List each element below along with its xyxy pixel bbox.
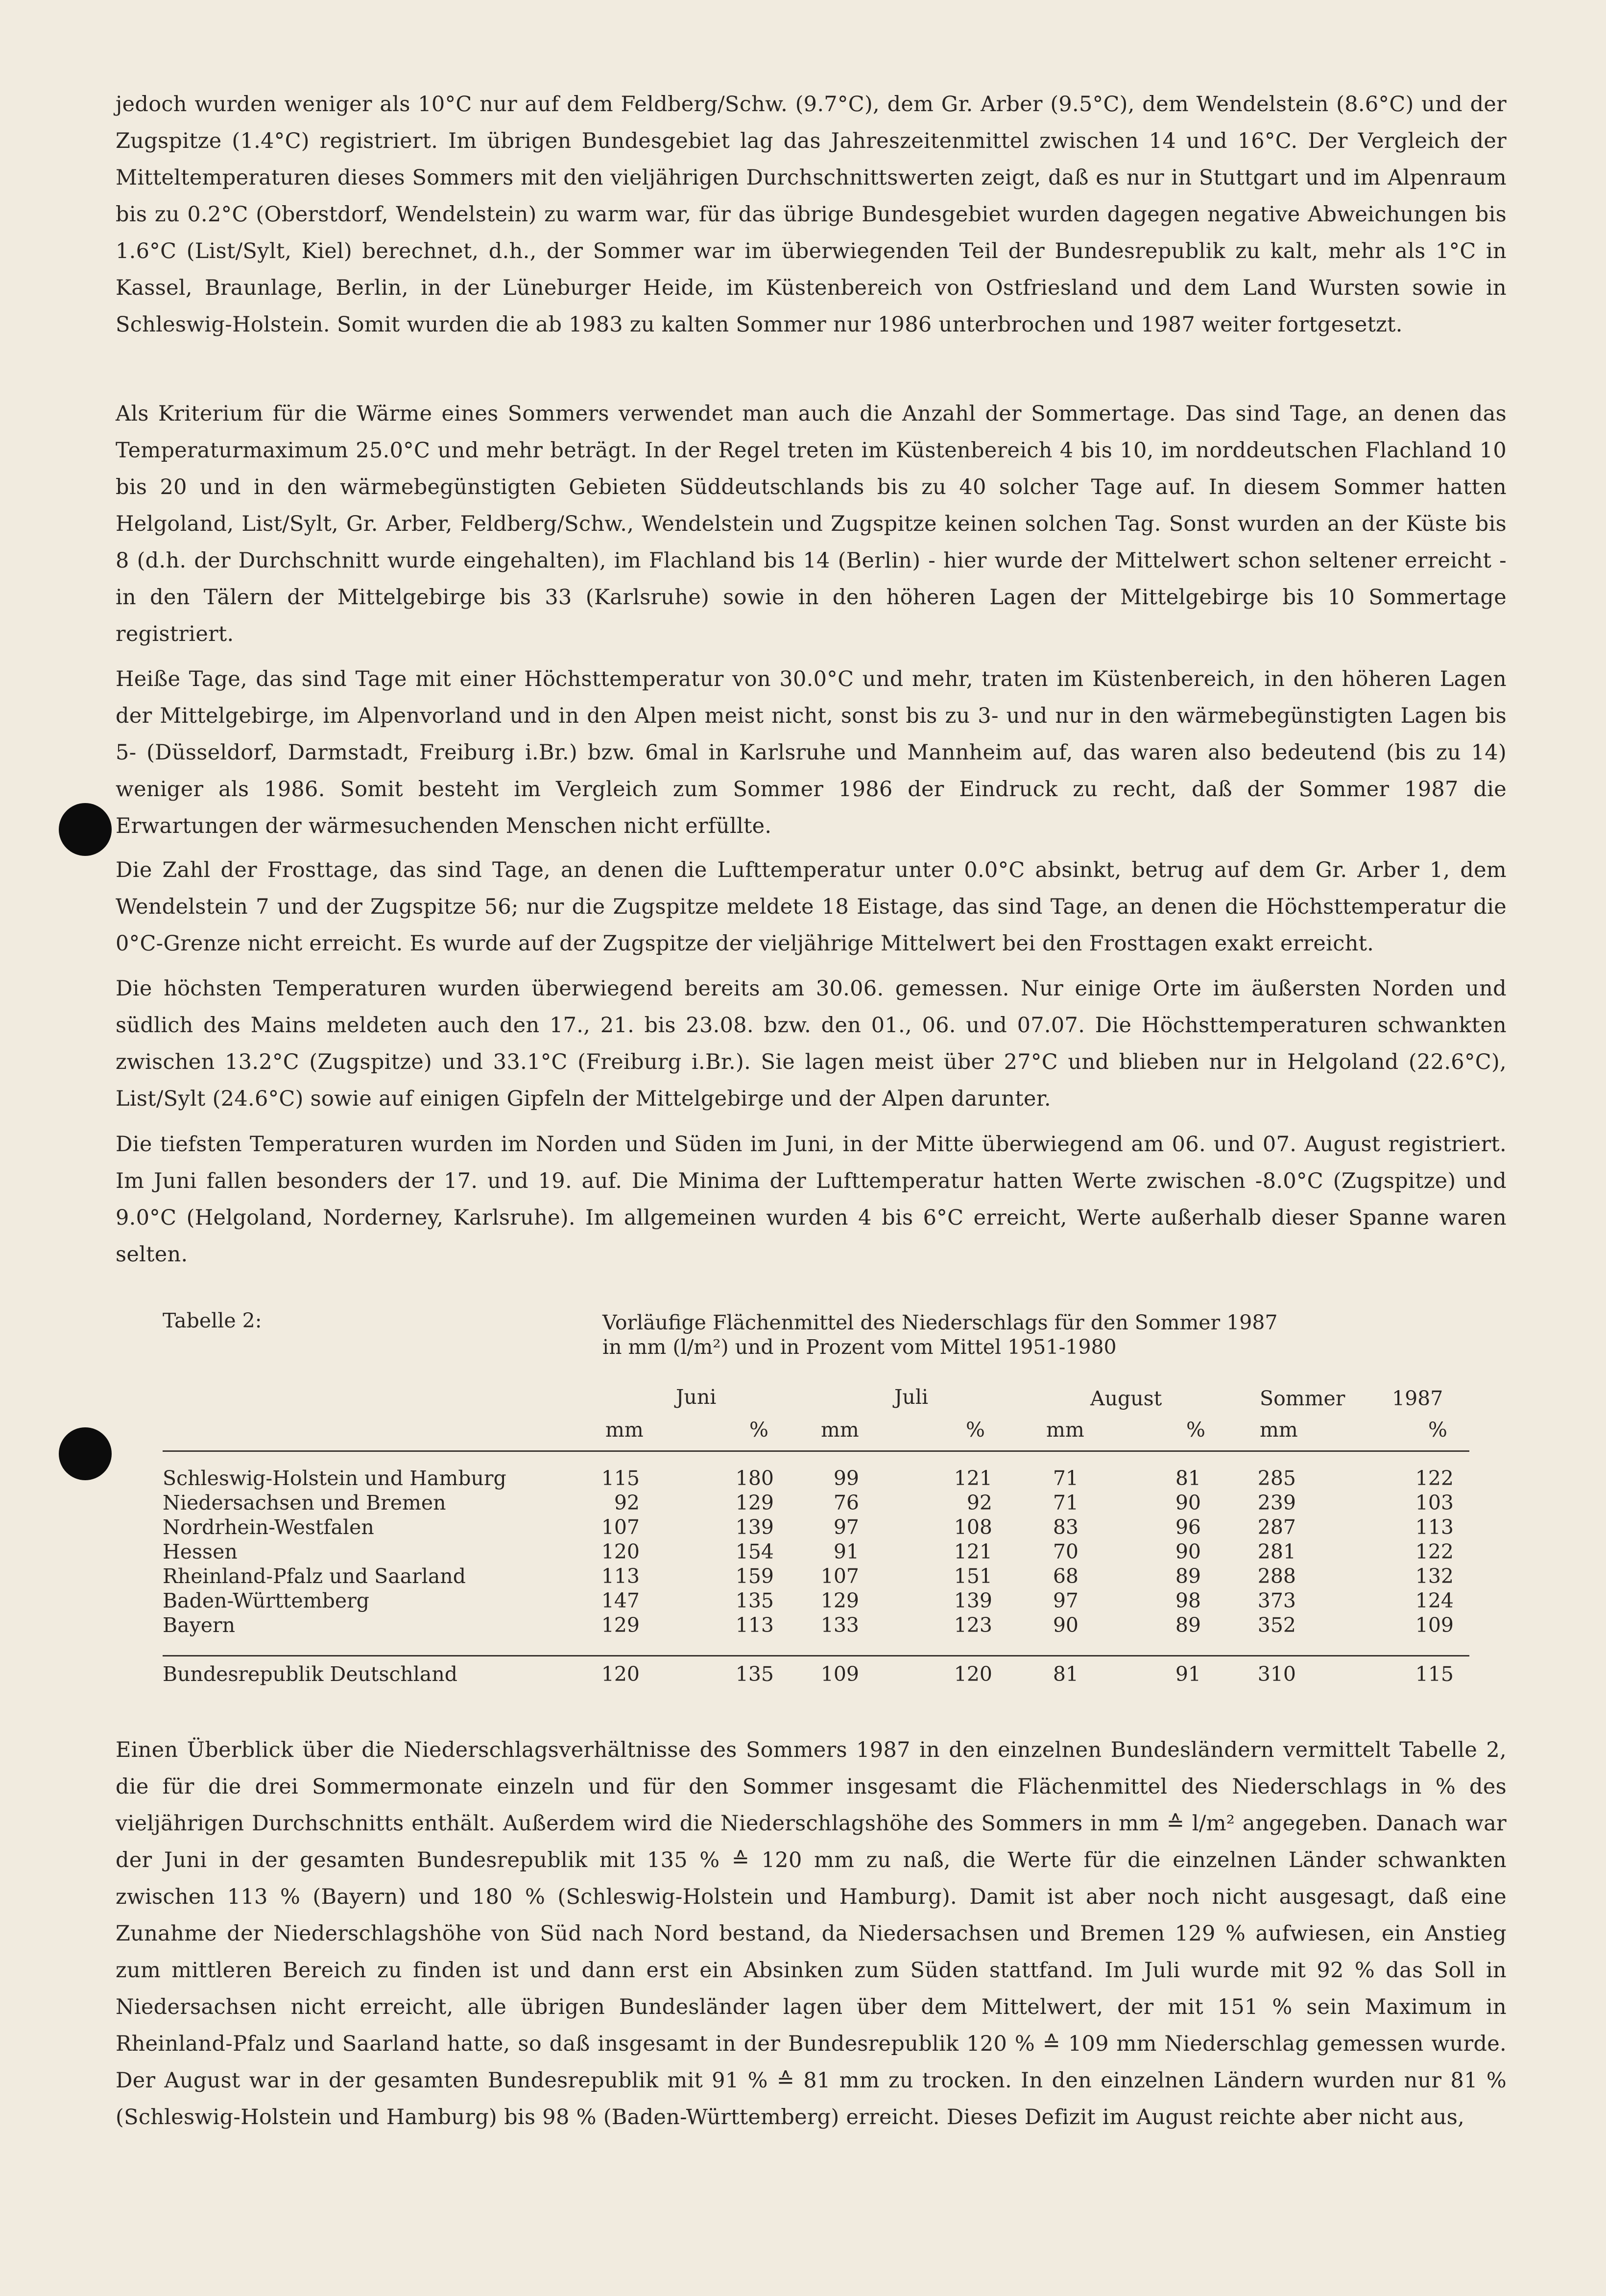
table-cell: 91 xyxy=(833,1540,859,1563)
paragraph-precipitation-overview: Einen Überblick über die Niederschlagsverhältnisse des Sommers 1987 in den einzelnen Bundesländern vermittelt Tabelle 2, die für die drei Sommermonate einzeln und für den Sommer insgesamt die Flächenmittel des Niederschlags in % des vieljährigen Durchschnitts enthält. Außerdem wird die Niederschlagshöhe des Sommers in mm ≙ l/m² angegeben. Danach war der Juni in der gesamten Bundesrepublik mit 135 % ≙ 120 mm zu naß, die Werte für die einzelnen Länder schwankten zwischen 113 % (Bayern) und 180 % (Schleswig-Holstein und Hamburg). Damit ist aber noch nicht ausgesagt, daß eine Zunahme der Niederschlagshöhe von Süd nach Nord bestand, da Niedersachsen und Bremen 129 % aufwiesen, ein Anstieg zum mittleren Bereich zu finden ist und dann erst ein Absinken zum Süden stattfand. Im Juli wurde mit 92 % das Soll in Niedersachsen nicht erreicht, alle übrigen Bundesländer lagen über dem Mittelwert, der mit 151 % sein Maximum in Rheinland-Pfalz und Saarland hatte, so daß insgesamt in der Bundesrepublik 120 % ≙ 109 mm Niederschlag gemessen wurde. Der August war in der gesamten Bundesrepublik mit 91 % ≙ 81 mm zu trocken. In den einzelnen Ländern wurden nur 81 % (Schleswig-Holstein und Hamburg) bis 98 % (Baden-Württemberg) erreicht. Dieses Defizit im August reichte aber nicht aus, xyxy=(116,1738,1507,2130)
table-cell: 91 xyxy=(1175,1662,1201,1686)
table-cell: 121 xyxy=(954,1540,992,1563)
unit-header: % xyxy=(1186,1418,1205,1442)
paragraph-lowest-temperatures: Die tiefsten Temperaturen wurden im Norden und Süden im Juni, in der Mitte überwiegend am 06. und 07. August registriert. Im Juni fallen besonders der 17. und 19. auf. Die Minima der Lufttemperatur hatten Werte zwischen -8.0°C (Zugspitze) und 9.0°C (Helgoland, Norderney, Karlsruhe). Im allgemeinen wurden 4 bis 6°C erreicht, Werte außerhalb dieser Spanne waren selten. xyxy=(116,1132,1507,1267)
table-cell: 373 xyxy=(1257,1589,1296,1612)
table-cell: 107 xyxy=(820,1564,859,1588)
table-cell: 154 xyxy=(735,1540,774,1563)
table-cell: 135 xyxy=(735,1662,774,1686)
table-cell: 139 xyxy=(954,1589,992,1612)
table-cell: 70 xyxy=(1053,1540,1079,1563)
table-cell: 81 xyxy=(1053,1662,1079,1686)
table-cell: 90 xyxy=(1175,1540,1201,1563)
table-cell: 71 xyxy=(1053,1467,1079,1490)
table-cell: 113 xyxy=(735,1613,774,1637)
table-cell: 122 xyxy=(1415,1540,1454,1563)
table-cell: 239 xyxy=(1257,1491,1296,1515)
table-cell: 123 xyxy=(954,1613,992,1637)
row-label: Bayern xyxy=(163,1613,236,1637)
table-cell: 115 xyxy=(601,1467,640,1490)
row-label: Nordrhein-Westfalen xyxy=(163,1515,374,1539)
table-cell: 122 xyxy=(1415,1467,1454,1490)
table-cell: 129 xyxy=(735,1491,774,1515)
unit-header: mm xyxy=(821,1418,859,1442)
row-label: Schleswig-Holstein und Hamburg xyxy=(163,1467,506,1490)
table-cell: 92 xyxy=(966,1491,992,1515)
table-cell: 310 xyxy=(1257,1662,1296,1686)
table-cell: 113 xyxy=(1415,1515,1454,1539)
table-cell: 108 xyxy=(954,1515,992,1539)
row-label: Niedersachsen und Bremen xyxy=(163,1491,446,1515)
paragraph-highest-temperatures: Die höchsten Temperaturen wurden überwiegend bereits am 30.06. gemessen. Nur einige Orte im äußersten Norden und südlich des Mains meldeten auch den 17., 21. bis 23.08. bzw. den 01., 06. und 07.07. Die Höchsttemperaturen schwankten zwischen 13.2°C (Zugspitze) und 33.1°C (Freiburg i.Br.). Sie lagen meist über 27°C und blieben nur in Helgoland (22.6°C), List/Sylt (24.6°C) sowie auf einigen Gipfeln der Mittelgebirge und der Alpen darunter. xyxy=(116,976,1507,1111)
column-header-august: August xyxy=(1090,1387,1162,1410)
table-cell: 288 xyxy=(1257,1564,1296,1588)
column-header-year: 1987 xyxy=(1392,1387,1443,1410)
table-cell: 109 xyxy=(1415,1613,1454,1637)
table-rule-top xyxy=(163,1450,1469,1452)
table-cell: 129 xyxy=(820,1589,859,1612)
unit-header: mm xyxy=(1046,1418,1084,1442)
table-cell: 129 xyxy=(601,1613,640,1637)
paragraph-temperature-means: jedoch wurden weniger als 10°C nur auf dem Feldberg/Schw. (9.7°C), dem Gr. Arber (9.5°C), dem Wendelstein (8.6°C) und der Zugspitze (1.4°C) registriert. Im übrigen Bundesgebiet lag das Jahreszeitenmittel zwischen 14 und 16°C. Der Vergleich der Mitteltemperaturen dieses Sommers mit den vieljährigen Durchschnittswerten zeigt, daß es nur in Stuttgart und im Alpenraum bis zu 0.2°C (Oberstdorf, Wendelstein) zu warm war, für das übrige Bundesgebiet wurden dagegen negative Abweichungen bis 1.6°C (List/Sylt, Kiel) berechnet, d.h., der Sommer war im überwiegenden Teil der Bundesrepublik zu kalt, mehr als 1°C in Kassel, Braunlage, Berlin, in der Lüneburger Heide, im Küstenbereich von Ostfriesland und dem Land Wursten sowie in Schleswig-Holstein. Somit wurden die ab 1983 zu kalten Sommer nur 1986 unterbrochen und 1987 weiter fortgesetzt. xyxy=(116,92,1507,337)
table-cell: 151 xyxy=(954,1564,992,1588)
column-header-juni: Juni xyxy=(676,1385,717,1409)
paragraph-hot-days: Heiße Tage, das sind Tage mit einer Höchsttemperatur von 30.0°C und mehr, traten im Küstenbereich, in den höheren Lagen der Mittelgebirge, im Alpenvorland und in den Alpen meist nicht, sonst bis zu 3- und nur in den wärmebegünstigten Lagen bis 5- (Düsseldorf, Darmstadt, Freiburg i.Br.) bzw. 6mal in Karlsruhe und Mannheim auf, das waren also bedeutend (bis zu 14) weniger als 1986. Somit besteht im Vergleich zum Sommer 1986 der Eindruck zu recht, daß der Sommer 1987 die Erwartungen der wärmesuchenden Menschen nicht erfüllte. xyxy=(116,667,1507,838)
table-cell: 139 xyxy=(735,1515,774,1539)
unit-header: mm xyxy=(605,1418,644,1442)
table-cell: 92 xyxy=(614,1491,640,1515)
table-cell: 98 xyxy=(1175,1589,1201,1612)
table-label: Tabelle 2: xyxy=(163,1309,262,1332)
unit-header: % xyxy=(966,1418,985,1442)
table-cell: 120 xyxy=(954,1662,992,1686)
table-cell: 71 xyxy=(1053,1491,1079,1515)
table-cell: 113 xyxy=(601,1564,640,1588)
column-header-sommer: Sommer xyxy=(1260,1387,1345,1410)
table-cell: 90 xyxy=(1175,1491,1201,1515)
table-cell: 115 xyxy=(1415,1662,1454,1686)
unit-header: mm xyxy=(1260,1418,1298,1442)
unit-header: % xyxy=(1428,1418,1447,1442)
table-cell: 99 xyxy=(833,1467,859,1490)
column-header-juli: Juli xyxy=(894,1385,929,1409)
table-cell: 83 xyxy=(1053,1515,1079,1539)
paragraph-frost-days: Die Zahl der Frosttage, das sind Tage, an denen die Lufttemperatur unter 0.0°C absinkt, betrug auf dem Gr. Arber 1, dem Wendelstein 7 und der Zugspitze 56; nur die Zugspitze meldete 18 Eistage, das sind Tage, an denen die Höchsttemperatur die 0°C-Grenze nicht erreicht. Es wurde auf der Zugspitze der vieljährige Mittelwert bei den Frosttagen exakt erreicht. xyxy=(116,858,1507,956)
table-cell: 132 xyxy=(1415,1564,1454,1588)
table-cell: 107 xyxy=(601,1515,640,1539)
table-cell: 96 xyxy=(1175,1515,1201,1539)
punch-hole-icon xyxy=(59,1427,112,1480)
table-cell: 120 xyxy=(601,1540,640,1563)
paragraph-summer-days: Als Kriterium für die Wärme eines Sommers verwendet man auch die Anzahl der Sommertage. Das sind Tage, an denen das Temperaturmaximum 25.0°C und mehr beträgt. In der Regel treten im Küstenbereich 4 bis 10, im norddeutschen Flachland 10 bis 20 und in den wärmebegünstigten Gebieten Süddeutschlands bis zu 40 solcher Tage auf. In diesem Sommer hatten Helgoland, List/Sylt, Gr. Arber, Feldberg/Schw., Wendelstein und Zugspitze keinen solchen Tag. Sonst wurden an der Küste bis 8 (d.h. der Durchschnitt wurde eingehalten), im Flachland bis 14 (Berlin) - hier wurde der Mittelwert schon seltener erreicht - in den Tälern der Mittelgebirge bis 33 (Karlsruhe) sowie in den höheren Lagen der Mittelgebirge bis 10 Sommertage registriert. xyxy=(116,402,1507,646)
table-caption-line1: Vorläufige Flächenmittel des Niederschlags für den Sommer 1987 xyxy=(602,1311,1278,1334)
table-cell: 135 xyxy=(735,1589,774,1612)
table-cell: 81 xyxy=(1175,1467,1201,1490)
table-cell: 133 xyxy=(820,1613,859,1637)
row-label: Baden-Württemberg xyxy=(163,1589,370,1612)
table-cell: 352 xyxy=(1257,1613,1296,1637)
table-cell: 180 xyxy=(735,1467,774,1490)
table-cell: 76 xyxy=(833,1491,859,1515)
table-cell: 124 xyxy=(1415,1589,1454,1612)
table-caption-line2: in mm (l/m²) und in Prozent vom Mittel 1951-1980 xyxy=(602,1335,1117,1359)
table-cell: 285 xyxy=(1257,1467,1296,1490)
row-label: Rheinland-Pfalz und Saarland xyxy=(163,1564,466,1588)
table-cell: 109 xyxy=(820,1662,859,1686)
table-cell: 97 xyxy=(833,1515,859,1539)
row-label: Bundesrepublik Deutschland xyxy=(163,1662,457,1686)
table-cell: 90 xyxy=(1053,1613,1079,1637)
table-cell: 89 xyxy=(1175,1564,1201,1588)
table-cell: 281 xyxy=(1257,1540,1296,1563)
unit-header: % xyxy=(749,1418,768,1442)
table-cell: 89 xyxy=(1175,1613,1201,1637)
table-cell: 287 xyxy=(1257,1515,1296,1539)
table-cell: 121 xyxy=(954,1467,992,1490)
table-cell: 147 xyxy=(601,1589,640,1612)
table-cell: 97 xyxy=(1053,1589,1079,1612)
table-rule-bottom xyxy=(163,1655,1469,1657)
table-cell: 68 xyxy=(1053,1564,1079,1588)
table-cell: 103 xyxy=(1415,1491,1454,1515)
table-cell: 159 xyxy=(735,1564,774,1588)
punch-hole-icon xyxy=(59,803,112,856)
row-label: Hessen xyxy=(163,1540,238,1563)
table-cell: 120 xyxy=(601,1662,640,1686)
